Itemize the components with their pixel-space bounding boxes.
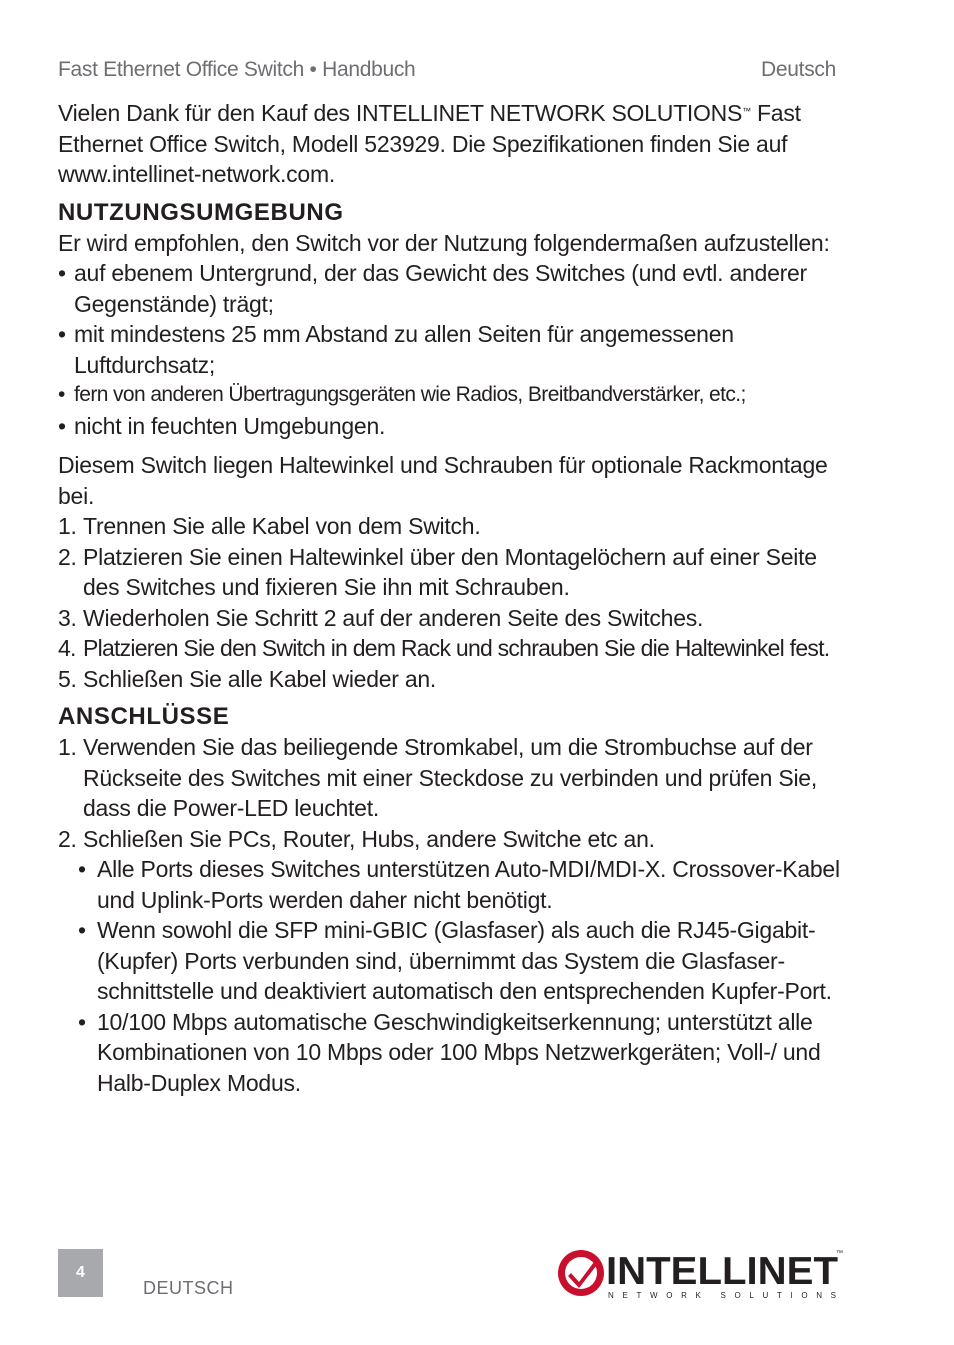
header-title: Fast Ethernet Office Switch • Handbuch (58, 58, 416, 81)
step-text: Schließen Sie PCs, Router, Hubs, andere Switche etc an. (83, 825, 655, 852)
connection-note: • Alle Ports dieses Switches unterstützen Auto-MDI/MDI-X. Crossover-Kabel und Uplink-Ports werden daher nicht benötigt. (78, 854, 848, 915)
environment-item: • mit mindestens 25 mm Abstand zu allen Seiten für angemessenen Luftdurchsatz; (58, 319, 848, 380)
connection-note: • Wenn sowohl die SFP mini-GBIC (Glasfaser) als auch die RJ45-Gigabit-(Kupfer) Ports verbunden sind, übernimmt das System die Glasfaser-schnittstelle und deaktiviert automatisch den entsprechenden Kupfer-Port. (78, 915, 848, 1007)
step-text: Trennen Sie alle Kabel von dem Switch. (83, 513, 481, 539)
step-text: Verwenden Sie das beiliegende Stromkabel, um die Strombuchse auf der Rückseite des Switches mit einer Steckdose zu verbinden und prüfen Sie, dass die Power-LED leuchtet. (83, 734, 817, 821)
step-number: 3. (58, 604, 77, 631)
connection-step (58, 732, 848, 824)
trademark-symbol: ™ (742, 106, 751, 116)
environment-item: • nicht in feuchten Umgebungen. (58, 411, 848, 442)
step-number: 2. (58, 543, 77, 570)
rack-step (58, 542, 848, 603)
rack-step (58, 664, 848, 695)
step-number: 4. (58, 635, 76, 661)
step-number: 2. (58, 825, 77, 852)
connection-step (58, 824, 848, 855)
intellinet-logo (556, 1246, 842, 1302)
page-header (58, 58, 836, 82)
rack-step (58, 603, 848, 634)
step-text: Platzieren Sie einen Haltewinkel über den Montagelöchern auf einer Seite des Switches und fixieren Sie ihn mit Schrauben. (83, 543, 817, 600)
step-number: 5. (58, 665, 77, 692)
rack-step (58, 511, 848, 542)
rack-step (58, 633, 848, 664)
intro-text-end: Fast Ethernet Office Switch, Modell 523929. Die Spezifikationen finden Sie auf www.intellinet-network.com. (58, 100, 801, 187)
environment-lead: Er wird empfohlen, den Switch vor der Nutzung folgendermaßen aufzustellen: (58, 229, 830, 256)
environment-item: • fern von anderen Übertragungsgeräten wie Radios, Breitbandverstärker, etc.; (58, 380, 848, 411)
logo-tagline: NETWORK SOLUTIONS (608, 1291, 836, 1300)
heading-nutzungsumgebung: NUTZUNGSUMGEBUNG (58, 198, 344, 226)
header-language: Deutsch (761, 58, 836, 81)
connection-steps (58, 732, 848, 854)
step-text: Schließen Sie alle Kabel wieder an. (83, 665, 437, 692)
environment-item: • auf ebenem Untergrund, der das Gewicht des Switches (und evtl. anderer Gegenstände) trägt; (58, 258, 848, 319)
logo-trademark: ™ (836, 1250, 843, 1257)
rack-steps (58, 511, 848, 694)
connection-notes (58, 854, 848, 1098)
step-text: Wiederholen Sie Schritt 2 auf der anderen Seite des Switches. (83, 604, 704, 631)
connection-note: • 10/100 Mbps automatische Geschwindigkeitserkennung; unterstützt alle Kombinationen von 10 Mbps oder 100 Mbps Netzwerkgeräten; Voll-/ und Halb-Duplex Modus. (78, 1007, 848, 1099)
page-number: 4 (76, 1264, 85, 1281)
intro-paragraph (58, 98, 848, 190)
footer-language: DEUTSCH (143, 1278, 234, 1298)
checkmark-badge-icon (558, 1250, 604, 1296)
heading-anschluesse: ANSCHLÜSSE (58, 703, 230, 730)
rack-intro: Diesem Switch liegen Haltewinkel und Schrauben für optionale Rackmontage bei. (58, 452, 828, 509)
page-content (58, 98, 848, 1098)
step-number: 1. (58, 513, 77, 539)
logo-brand-text: INTELLINET (606, 1250, 839, 1293)
step-text: Platzieren Sie den Switch in dem Rack und schrauben Sie die Haltewinkel fest. (83, 635, 830, 661)
environment-list (58, 258, 848, 441)
step-number: 1. (58, 734, 77, 760)
intro-text-start: Vielen Dank für den Kauf des INTELLINET NETWORK SOLUTIONS (58, 100, 743, 126)
page-number-badge (58, 1249, 103, 1297)
